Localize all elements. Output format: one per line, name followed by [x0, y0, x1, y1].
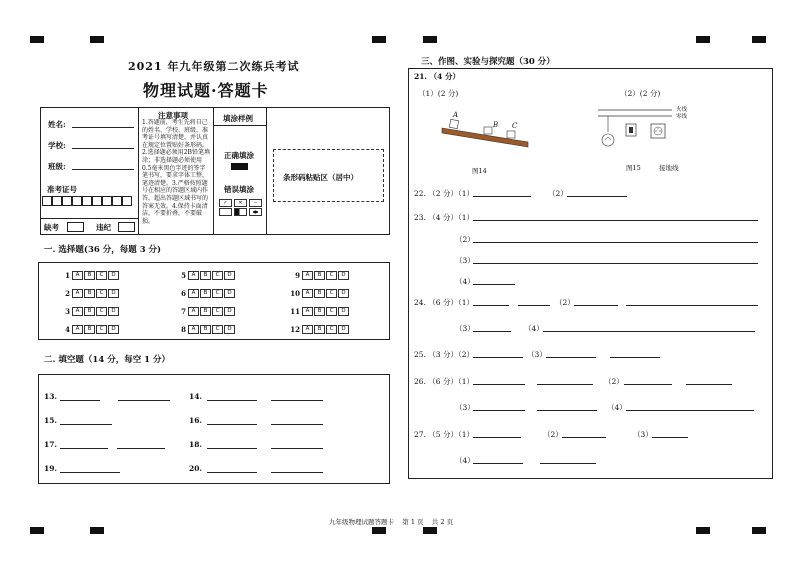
violation-checkbox[interactable] — [118, 222, 135, 232]
fill-answer-line[interactable] — [207, 424, 257, 425]
mc-question-row — [56, 270, 120, 280]
mc-option-bubble[interactable]: B — [200, 325, 211, 334]
fill-question-number: 15. — [44, 416, 58, 425]
mc-option-bubble[interactable]: B — [84, 307, 95, 316]
fill-answer-line[interactable] — [117, 448, 165, 449]
q24-answer-2a[interactable] — [574, 305, 618, 306]
mc-question-number: 10 — [290, 288, 300, 298]
q27-answer-4a[interactable] — [473, 463, 523, 464]
q27-part2: （2） — [543, 430, 563, 439]
mc-question-number: 8 — [181, 324, 186, 334]
exam-title: 2021 年九年级第二次练兵考试 — [128, 60, 300, 73]
fill-question-number: 17. — [44, 440, 58, 449]
q27-answer-1[interactable] — [473, 437, 521, 438]
mc-question-row — [286, 270, 350, 280]
light-bulb — [602, 134, 614, 146]
q23-answer-1[interactable] — [473, 220, 758, 221]
q26-label: 26. （6 分）（1） — [414, 377, 474, 386]
mc-option-bubble[interactable]: A — [302, 289, 313, 298]
ground-wire-label: 接地线 — [659, 164, 679, 172]
alignment-mark — [752, 527, 766, 534]
wrong-fill-samples-2 — [219, 208, 262, 216]
alignment-mark — [372, 36, 386, 43]
alignment-mark — [423, 527, 437, 534]
section2-title: 二. 填空题（14 分，每空 1 分） — [44, 355, 171, 365]
mc-option-bubble[interactable]: D — [108, 307, 119, 316]
mc-question-row — [172, 324, 236, 334]
absent-checkbox[interactable] — [67, 222, 84, 232]
mc-question-row — [172, 288, 236, 298]
q22-answer-1[interactable] — [473, 196, 531, 197]
mc-option-bubble[interactable]: D — [224, 325, 235, 334]
mc-question-row — [286, 288, 350, 298]
q24-part3: （3） — [455, 324, 475, 333]
q24-part4: （4） — [524, 324, 544, 333]
mc-option-bubble[interactable]: A — [188, 289, 199, 298]
q21-part1: （1）(2 分) — [418, 89, 459, 98]
q26-answer-2a[interactable] — [624, 384, 672, 385]
section1-title: 一. 选择题(36 分，每题 3 分) — [44, 245, 162, 255]
q23-answer-3[interactable] — [473, 263, 758, 264]
q22-label: 22. （2 分）（1） — [414, 189, 474, 198]
fill-answer-line[interactable] — [118, 400, 170, 401]
alignment-mark — [372, 527, 386, 534]
mc-question-row — [172, 270, 236, 280]
mc-option-bubble[interactable]: C — [96, 289, 107, 298]
q27-answer-4b[interactable] — [540, 463, 596, 464]
q27-answer-3[interactable] — [652, 437, 688, 438]
figure-14-caption: 图14 — [472, 167, 487, 175]
fill-answer-line[interactable] — [207, 448, 257, 449]
q23-part4: （4） — [455, 277, 475, 286]
q26-answer-1a[interactable] — [473, 384, 525, 385]
mc-option-bubble[interactable]: D — [108, 271, 119, 280]
block-a — [449, 119, 458, 128]
mc-question-row — [56, 324, 120, 334]
mc-option-bubble[interactable]: C — [212, 289, 223, 298]
q23-answer-2[interactable] — [473, 242, 758, 243]
figure-14 — [440, 106, 540, 161]
mc-option-bubble[interactable]: D — [224, 271, 235, 280]
mc-option-bubble[interactable]: B — [200, 271, 211, 280]
mc-question-row — [56, 288, 120, 298]
mc-option-bubble[interactable]: A — [302, 325, 313, 334]
q26-answer-3b[interactable] — [537, 410, 597, 411]
mc-option-bubble[interactable]: A — [302, 271, 313, 280]
fill-answer-line[interactable] — [60, 448, 108, 449]
mc-option-bubble[interactable]: B — [200, 289, 211, 298]
fill-answer-line[interactable] — [207, 400, 257, 401]
q22-answer-2[interactable] — [567, 196, 627, 197]
q24-answer-1b[interactable] — [518, 305, 550, 306]
q27-label: 27. （5 分）（1） — [414, 430, 474, 439]
correct-fill-sample — [231, 163, 248, 170]
fill-answer-line[interactable] — [271, 472, 323, 473]
q25-answer-3b[interactable] — [610, 357, 660, 358]
socket — [651, 124, 665, 138]
q26-answer-4[interactable] — [626, 410, 754, 411]
mc-option-bubble[interactable]: D — [224, 307, 235, 316]
id-boxes[interactable] — [42, 196, 132, 206]
q23-part2: （2） — [455, 235, 475, 244]
mc-option-bubble[interactable]: D — [224, 289, 235, 298]
live-wire-label: 火线 — [676, 107, 688, 113]
mc-option-bubble[interactable]: A — [302, 307, 313, 316]
alignment-mark — [696, 36, 710, 43]
q24-answer-4[interactable] — [543, 331, 755, 332]
q25-answer-3a[interactable] — [546, 357, 596, 358]
notes-title: 注意事项 — [158, 111, 188, 120]
q21-label: 21. （4 分） — [414, 72, 460, 81]
fill-answer-line[interactable] — [271, 424, 323, 425]
q26-part3: （3） — [455, 403, 475, 412]
mc-question-number: 12 — [290, 324, 300, 334]
fill-answer-line[interactable] — [271, 448, 323, 449]
fill-answer-line[interactable] — [60, 400, 100, 401]
mc-question-number: 3 — [65, 306, 70, 316]
mc-option-bubble[interactable]: A — [188, 307, 199, 316]
mc-option-bubble[interactable]: C — [326, 325, 337, 334]
divider — [213, 125, 266, 126]
figure-15-caption: 图15 — [626, 164, 641, 172]
barcode-label: 条形码粘贴区（居中） — [283, 173, 358, 182]
fill-answer-line[interactable] — [60, 424, 112, 425]
mc-question-row — [172, 306, 236, 316]
fill-question-number: 20. — [189, 464, 203, 473]
mc-option-bubble[interactable]: A — [188, 325, 199, 334]
mc-question-number: 1 — [65, 270, 70, 280]
letter-c: C — [512, 122, 518, 130]
absent-label: 缺考 — [44, 223, 59, 232]
id-label: 准考证号 — [47, 185, 77, 194]
alignment-mark — [90, 527, 104, 534]
wrong-fill-label: 错误填涂 — [224, 185, 254, 194]
mc-question-number: 5 — [181, 270, 186, 280]
mc-option-bubble[interactable]: C — [212, 307, 223, 316]
wrong-fill-samples: ✓ ✕ − — [219, 199, 262, 207]
divider — [138, 107, 139, 235]
q25-part3: （3） — [527, 350, 547, 359]
block-c — [507, 131, 515, 138]
mc-option-bubble[interactable]: B — [84, 325, 95, 334]
mc-option-bubble[interactable]: C — [212, 271, 223, 280]
mc-question-row — [286, 306, 350, 316]
mc-option-bubble[interactable]: D — [338, 307, 349, 316]
q27-part4: （4） — [455, 456, 475, 465]
mc-option-bubble[interactable]: C — [326, 271, 337, 280]
q26-part4: （4） — [607, 403, 627, 412]
q26-answer-1b[interactable] — [537, 384, 593, 385]
divider — [40, 218, 138, 219]
q24-part2: （2） — [555, 298, 575, 307]
fill-question-number: 16. — [189, 416, 203, 425]
q23-part3: （3） — [455, 256, 475, 265]
sample-title: 填涂样例 — [223, 114, 253, 123]
fill-question-number: 14. — [189, 392, 203, 401]
class-field[interactable] — [72, 169, 134, 170]
class-label: 班级: — [48, 162, 66, 171]
divider — [266, 107, 267, 235]
mc-question-number: 2 — [65, 288, 70, 298]
letter-b: B — [493, 121, 499, 129]
fill-answer-line[interactable] — [271, 400, 323, 401]
mc-option-bubble[interactable]: B — [84, 271, 95, 280]
mc-option-bubble[interactable]: D — [338, 271, 349, 280]
mc-option-bubble[interactable]: C — [96, 325, 107, 334]
q27-answer-2[interactable] — [562, 437, 606, 438]
q24-label: 24. （6 分）（1） — [414, 298, 474, 307]
card-title: 物理试题·答题卡 — [143, 81, 269, 100]
q25-answer-2[interactable] — [473, 357, 523, 358]
mc-option-bubble[interactable]: D — [338, 325, 349, 334]
name-field[interactable] — [72, 127, 134, 128]
mc-option-bubble[interactable]: A — [72, 271, 83, 280]
mc-question-number: 9 — [295, 270, 300, 280]
q23-answer-4[interactable] — [473, 284, 515, 285]
q24-answer-1a[interactable] — [473, 305, 509, 306]
divider — [213, 107, 214, 235]
fill-question-number: 18. — [189, 440, 203, 449]
mc-option-bubble[interactable]: C — [96, 307, 107, 316]
q26-answer-2b[interactable] — [686, 384, 732, 385]
fill-answer-line[interactable] — [60, 472, 120, 473]
fill-answer-line[interactable] — [207, 472, 257, 473]
neutral-wire-label: 零线 — [676, 114, 688, 120]
mc-option-bubble[interactable]: D — [338, 289, 349, 298]
mc-question-number: 6 — [181, 288, 186, 298]
mc-question-number: 11 — [290, 306, 300, 316]
mc-option-bubble[interactable]: B — [314, 325, 325, 334]
mc-option-bubble[interactable]: A — [72, 307, 83, 316]
alignment-mark — [423, 36, 437, 43]
mc-option-bubble[interactable]: B — [84, 289, 95, 298]
school-label: 学校: — [48, 141, 66, 150]
q21-part2: （2）(2 分) — [620, 89, 661, 98]
mc-option-bubble[interactable]: A — [72, 325, 83, 334]
alignment-mark — [30, 527, 44, 534]
q27-part3: （3） — [633, 430, 653, 439]
mc-option-bubble[interactable]: C — [212, 325, 223, 334]
mc-option-bubble[interactable]: A — [72, 289, 83, 298]
school-field[interactable] — [72, 148, 134, 149]
block-b — [484, 127, 492, 134]
mc-question-row — [56, 306, 120, 316]
q24-answer-2b[interactable] — [626, 305, 758, 306]
notes-text: 1.答题前，考生先将自己的姓名、学校、班级、准考证号填写清楚，并认真在规定位置贴好条形码。2.选择题必须用2B铅笔填涂；非选择题必须使用0.5毫米黑色字迹的签字笔书写，要求字体工整，笔迹清楚。3.严格按照题号在相应的答题区域内作答，超出答题区域书写的答案无效。4.保持卡面清洁，不要折叠，不要破损。 — [142, 119, 210, 225]
mc-option-bubble[interactable]: B — [314, 307, 325, 316]
mc-option-bubble[interactable]: B — [314, 271, 325, 280]
alignment-mark — [30, 36, 44, 43]
q23-label: 23. （4 分）（1） — [414, 213, 474, 222]
section3-title: 三、作图、实验与探究题（30 分） — [421, 57, 555, 67]
mc-option-bubble[interactable]: C — [326, 307, 337, 316]
alignment-mark — [752, 36, 766, 43]
fill-question-number: 19. — [44, 464, 58, 473]
q24-answer-3[interactable] — [473, 331, 511, 332]
mc-option-bubble[interactable]: A — [188, 271, 199, 280]
q25-label: 25. （3 分）（2） — [414, 350, 474, 359]
mc-option-bubble[interactable]: D — [108, 289, 119, 298]
figure-15 — [596, 104, 676, 164]
mc-question-row — [286, 324, 350, 334]
alignment-mark — [696, 527, 710, 534]
mc-question-number: 4 — [65, 324, 70, 334]
q22-part2: （2） — [548, 189, 568, 198]
mc-option-bubble[interactable]: C — [326, 289, 337, 298]
mc-question-number: 7 — [181, 306, 186, 316]
name-label: 姓名: — [48, 120, 66, 129]
violation-label: 违纪 — [96, 223, 111, 232]
alignment-mark — [90, 36, 104, 43]
section2-box — [38, 374, 390, 484]
letter-a: A — [453, 111, 459, 119]
q26-part2: （2） — [604, 377, 624, 386]
mc-option-bubble[interactable]: C — [96, 271, 107, 280]
fill-question-number: 13. — [44, 392, 58, 401]
mc-option-bubble[interactable]: B — [314, 289, 325, 298]
correct-fill-label: 正确填涂 — [224, 151, 254, 160]
mc-option-bubble[interactable]: D — [108, 325, 119, 334]
page-footer: 九年级物理试题答题卡 第 1 页 共 2 页 — [329, 518, 454, 526]
mc-option-bubble[interactable]: B — [200, 307, 211, 316]
q26-answer-3a[interactable] — [473, 410, 525, 411]
